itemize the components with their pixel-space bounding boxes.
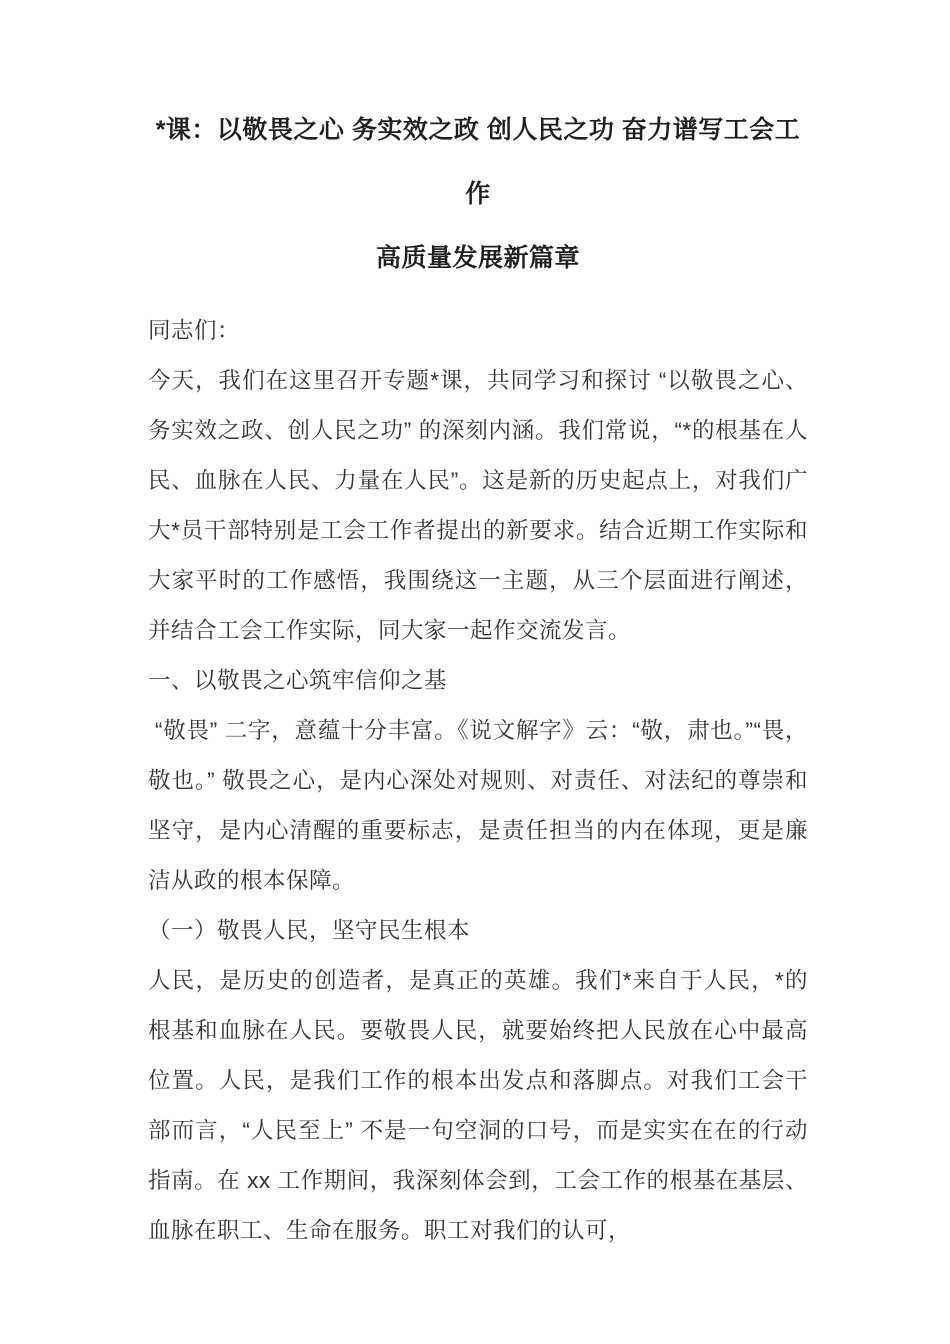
document-title-line-2: 高质量发展新篇章 [375,244,580,272]
document-title [148,98,808,290]
document-title-line-1: *课：以敬畏之心 务实效之政 创人民之功 奋力谱写工会工作 [155,116,801,208]
section-1-paragraph: “敬畏” 二字，意蕴十分丰富。《说文解字》云：“敬，肃也。”“畏，敬也。” 敬畏之心，是内心深处对规则、对责任、对法纪的尊崇和坚守，是内心清醒的重要标志，是责任担当的内在体现，更是廉洁从政的根本保障。 [148,718,808,893]
subsection-1-1-paragraph: 人民，是历史的创造者，是真正的英雄。我们*来自于人民，*的根基和血脉在人民。要敬畏人民，就要始终把人民放在心中最高位置。人民，是我们工作的根本出发点和落脚点。对我们工会干部而言，“人民至上” 不是一句空洞的口号，而是实实在在的行动指南。在 xx 工作期间，我深刻体会到，工会工作的根基在基层、血脉在职工、生命在服务。职工对我们的认可， [148,968,808,1243]
intro-paragraph: 今天，我们在这里召开专题*课，共同学习和探讨 “以敬畏之心、务实效之政、创人民之功” 的深刻内涵。我们常说，“*的根基在人民、血脉在人民、力量在人民”。这是新的历史起点上，对我们广大*员干部特别是工会工作者提出的新要求。结合近期工作实际和大家平时的工作感悟，我围绕这一主题，从三个层面进行阐述，并结合工会工作实际，同大家一起作交流发言。 [148,368,808,643]
section-heading-1: 一、以敬畏之心筑牢信仰之基 [148,668,448,693]
salutation: 同志们： [148,318,241,343]
subsection-heading-1-1: （一）敬畏人民，坚守民生根本 [148,918,471,943]
document-body [148,306,808,1256]
